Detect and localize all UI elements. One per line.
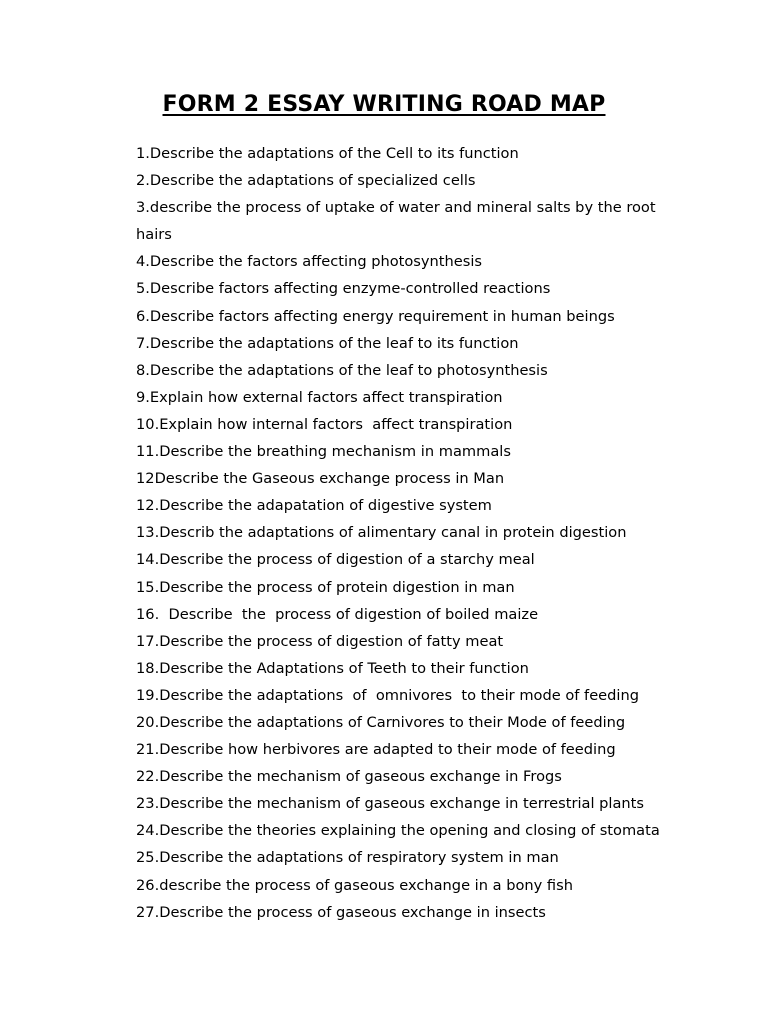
essay-topic-item: 12Describe the Gaseous exchange process in Man — [136, 470, 505, 488]
essay-topic-item: 4.Describe the factors affecting photosynthesis — [136, 253, 483, 271]
document-title: FORM 2 ESSAY WRITING ROAD MAP — [162, 92, 606, 117]
essay-topic-item: 25.Describe the adaptations of respiratory system in man — [136, 849, 559, 867]
essay-topic-item: 17.Describe the process of digestion of fatty meat — [136, 632, 504, 650]
essay-topic-item: 1.Describe the adaptations of the Cell to its function — [136, 145, 519, 162]
essay-topic-item: 19.Describe the adaptations of omnivores to their mode of feeding — [136, 686, 639, 704]
essay-topic-item: 27.Describe the process of gaseous exchange in insects — [136, 903, 546, 921]
essay-topic-item: 15.Describe the process of protein digestion in man — [136, 578, 515, 596]
essay-topic-item: 21.Describe how herbivores are adapted to their mode of feeding — [136, 741, 616, 759]
essay-topic-item: 2.Describe the adaptations of specialized cells — [136, 172, 476, 190]
essay-topic-item: 14.Describe the process of digestion of a starchy meal — [136, 551, 535, 569]
essay-topic-item: 10.Explain how internal factors affect transpiration — [136, 415, 513, 433]
essay-topic-item: 18.Describe the Adaptations of Teeth to their function — [136, 659, 529, 677]
essay-topic-item: 20.Describe the adaptations of Carnivores to their Mode of feeding — [136, 713, 626, 731]
essay-topic-item: 3.describe the process of uptake of water and mineral salts by the root hairs — [136, 199, 661, 244]
essay-topic-item: 8.Describe the adaptations of the leaf to photosynthesis — [136, 361, 548, 379]
essay-topic-item: 22.Describe the mechanism of gaseous exchange in Frogs — [136, 768, 562, 786]
essay-topic-item: 5.Describe factors affecting enzyme-controlled reactions — [136, 280, 551, 298]
essay-topic-item: 9.Explain how external factors affect transpiration — [136, 388, 503, 406]
essay-topic-list — [136, 140, 692, 926]
essay-topic-item: 26.describe the process of gaseous exchange in a bony fish — [136, 876, 573, 894]
essay-topic-item: 7.Describe the adaptations of the leaf to its function — [136, 334, 519, 352]
essay-topic-item: 6.Describe factors affecting energy requirement in human beings — [136, 307, 615, 325]
essay-topic-item: 24.Describe the theories explaining the opening and closing of stomata — [136, 822, 660, 840]
essay-topic-item: 11.Describe the breathing mechanism in mammals — [136, 443, 511, 461]
essay-topic-item: 16. Describe the process of digestion of boiled maize — [136, 605, 539, 623]
essay-topic-item: 23.Describe the mechanism of gaseous exchange in terrestrial plants — [136, 795, 645, 813]
essay-topic-item: 12.Describe the adapatation of digestive system — [136, 497, 492, 515]
essay-topic-item: 13.Describ the adaptations of alimentary canal in protein digestion — [136, 524, 627, 542]
